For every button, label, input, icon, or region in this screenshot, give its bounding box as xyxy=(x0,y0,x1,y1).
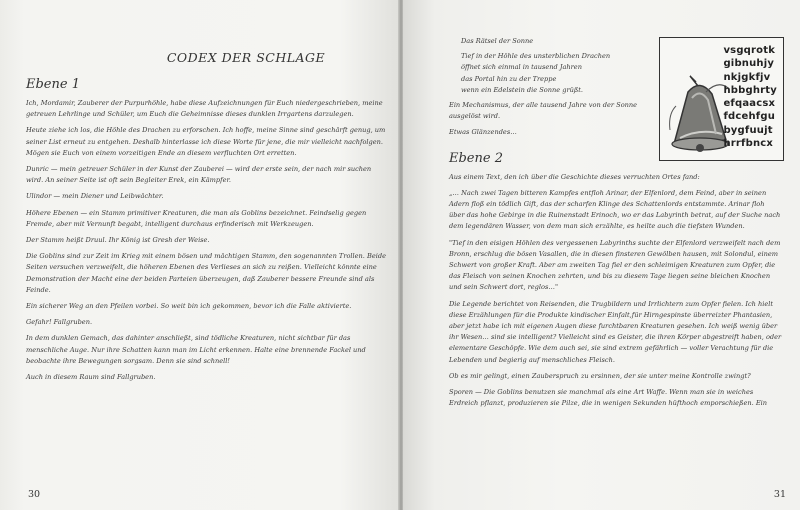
puzzle-row: bygfuujt xyxy=(723,124,773,136)
codex-title: CODEX DER SCHLAGE xyxy=(166,50,326,65)
paragraph: Auch in diesem Raum sind Fallgruben. xyxy=(26,373,156,382)
paragraph: Ob es mir gelingt, einen Zauberspruch zu ersinnen, der sie unter meine Kontrolle zwingt? xyxy=(449,371,751,380)
riddle-line: öffnet sich einmal in tausend Jahren xyxy=(461,63,582,72)
paragraph: Höhere Ebenen — ein Stamm primitiver Kreaturen, die man als Goblins bezeichnet. Feindselig gegen Fremde, aber mit Vernunft begabt, intelligent durchaus erfinderisch mit Werkzeugen. xyxy=(26,208,367,228)
level-1-heading: Ebene 1 xyxy=(26,77,80,92)
riddle-line: wenn ein Edelstein die Sonne grüßt. xyxy=(461,85,583,94)
paragraph: "Tief in den eisigen Höhlen des vergessenen Labyrinths suchte der Elfenlord verzweifelt nach dem Bronn, erschlug die bösen Vasallen, die in diesen finsteren Gewölben hausen, mit Solondul, einem Schwert von großer Kraft. Aber am zweiten Tag fiel er den schleimigen Kreaturen zum Opfer, die das Fleisch von seinen Knochen zehrten, und bis zu diesem Tage liegen seine bleichen Knochen und sein Schwert dort, reglos…" xyxy=(449,238,781,292)
riddle-line: das Portal hin zu der Treppe xyxy=(461,74,557,83)
glint-text: Etwas Glänzendes… xyxy=(449,128,517,137)
paragraph: Sporen — Die Goblins benutzen sie manchmal als eine Art Waffe. Wenn man sie in weiches Erdreich pflanzt, produzieren sie Pilze, die in wenigen Sekunden hüfthoch emporschießen. Ein xyxy=(449,388,768,408)
level-2-heading: Ebene 2 xyxy=(449,150,503,166)
paragraph: In dem dunklen Gemach, das dahinter anschließt, sind tödliche Kreaturen, nicht sichtbar für das menschliche Auge. Nur ihre Schatten kann man im Licht erkennen. Halte eine brennende Fackel und beobachte ihre Bewegungen sorgsam. Denn sie sind schnell! xyxy=(26,334,366,365)
sun-riddle xyxy=(461,36,651,96)
riddle-verse xyxy=(461,51,651,96)
puzzle-row: fdcehfgu xyxy=(723,111,776,123)
puzzle-row: hrrfbncx xyxy=(723,138,774,150)
page-number: 30 xyxy=(28,489,41,500)
puzzle-letters xyxy=(723,44,777,150)
paragraph: Ein sicherer Weg an den Pfeilen vorbei. So weit bin ich gekommen, bevor ich die Falle aktivierte. xyxy=(26,302,352,311)
mechanism-text: Ein Mechanismus, der alle tausend Jahre von der Sonne ausgelöst wird. xyxy=(449,101,638,121)
letter-puzzle-box xyxy=(659,37,784,161)
riddle-title: Das Rätsel der Sonne xyxy=(461,37,534,45)
paragraph: Die Legende berichtet von Reisenden, die Trugbildern und Irrlichtern zum Opfer fielen. Ich hielt diese Erzählungen für die Produkte kindischer Einfalt,für Hirngespinste überreizter Phantasien, aber jetzt habe ich mit eigenen Augen diese furchtbaren Kreaturen gesehen. Ich weiß wenig über ihr Wesen… sind sie intelligent? Vielleicht sind es Geister, die ihren Körper abgestreift haben, oder elementare Geschöpfe. Wie dem auch sei, sie sind extrem gefährlich — voller Verachtung für die Lebenden und begierig auf menschliches Fleisch. xyxy=(449,299,782,364)
puzzle-row: efqaacsx xyxy=(723,98,776,110)
puzzle-row: hbbghrty xyxy=(723,84,777,96)
paragraph: „… Nach zwei Tagen bitteren Kampfes entfloh Arinar, der Elfenlord, dem Feind, aber in seinen Adern floß ein tödlich Gift, das der scharfen Klinge des Schattenlords entstammte. Arinar floh über das hohe Gebirge in die Ruinenstadt Erinoch, wo er das Labyrinth betrat, auf der Suche nach dem legendären Wasser, von dem man sich erzählte, es heilte auch die tiefsten Wunden. xyxy=(449,188,781,231)
paragraph: Der Stamm heißt Druul. Ihr König ist Gresh der Weise. xyxy=(26,236,210,245)
puzzle-row: nkjgkfjv xyxy=(723,71,771,83)
puzzle-row: gibnuhjy xyxy=(723,58,775,70)
paragraph: Gefahr! Fallgruben. xyxy=(26,318,93,327)
paragraph: Ulindor — mein Diener und Leibwächter. xyxy=(26,192,164,201)
puzzle-row: vsgqrotk xyxy=(723,45,776,56)
page-number: 31 xyxy=(773,489,786,500)
riddle-line: Tief in der Höhle des unsterblichen Drachen xyxy=(461,52,611,61)
paragraph: Heute ziehe ich los, die Höhle des Drachen zu erforschen. Ich hoffe, meine Sinne sind geschärft genug, um seiner List erneut zu entgehen. Deshalb hinterlasse ich diese Worte für jene, die mir vielleicht nachfolgen. Mögen sie Euch von einem vorzeitigen Ende an diesem verfluchten Ort erretten. xyxy=(26,126,386,157)
paragraph: Aus einem Text, den ich über die Geschichte dieses verruchten Ortes fand: xyxy=(449,172,700,181)
right-page xyxy=(403,0,800,510)
paragraph: Ich, Mordamir, Zauberer der Purpurhöhle, habe diese Aufzeichnungen für Euch niedergeschrieben, meine getreuen Lehrlinge und Schüler, um Euch die Geheimnisse dieses dunklen Irrgartens darzulegen. xyxy=(26,99,383,119)
paragraph: Dunric — mein getreuer Schüler in der Kunst der Zauberei — wird der erste sein, der nach mir suchen wird. An seiner Seite ist oft sein Begleiter Erek, ein Kämpfer. xyxy=(26,165,372,185)
paragraph: Die Goblins sind zur Zeit im Krieg mit einem bösen und mächtigen Stamm, den sogenannten Trollen. Beide Seiten versuchen verzweifelt, die höheren Ebenen des Verlieses an sich zu reißen. Vielleicht könnte eine Demonstration der Macht eine der beiden Parteien überzeugen, daß Zauberer bessere Freunde sind als Feinde. xyxy=(26,252,386,294)
